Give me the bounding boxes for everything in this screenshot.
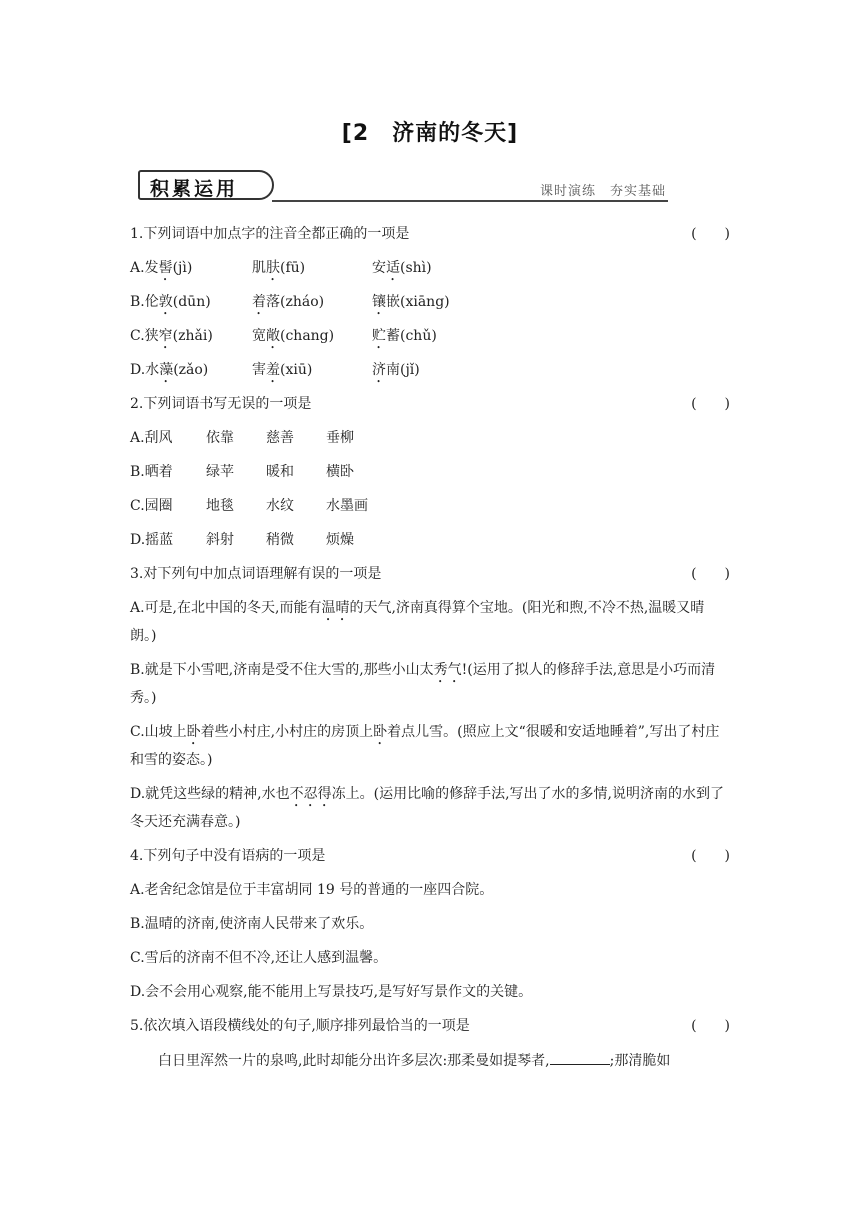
section-tab [138,170,274,200]
question-4-option-a: A.老舍纪念馆是位于丰富胡同 19 号的普通的一座四合院。 [130,882,494,898]
question-1-option-c: C.狭窄(zhǎi) 宽敞(chang) 贮蓄(chǔ) [130,328,437,344]
question-5-passage: 白日里浑然一片的泉鸣,此时却能分出许多层次:那柔曼如提琴者, ;那清脆如 [130,1048,730,1082]
question-1-stem: 1.下列词语中加点字的注音全都正确的一项是 ( ) [130,222,730,256]
question-2-option-b: B.晒着 绿苹 暖和 横卧 [130,464,354,480]
question-1-option-a: A.发髻(jì) 肌肤(fū) 安适(shì) [130,260,432,276]
question-3-option-d: D.就凭这些绿的精神,水也不忍得冻上。(运用比喻的修辞手法,写出了水的多情,说明济南的水到了冬天还充满春意。) [130,786,725,830]
question-3-option-c: C.山坡上卧着些小村庄,小村庄的房顶上卧着点儿雪。(照应上文“很暖和安适地睡着”,写出了村庄和雪的姿态。) [130,724,720,768]
question-4-stem: 4.下列句子中没有语病的一项是 ( ) [130,844,730,878]
question-2-option-a: A.刮风 依靠 慈善 垂柳 [130,430,354,446]
question-2-option-c: C.园圈 地毯 水纹 水墨画 [130,498,368,514]
section-rule [272,200,668,202]
question-1-option-d: D.水藻(zǎo) 害羞(xiū) 济南(jǐ) [130,362,420,378]
question-1-option-b: B.伦敦(dūn) 着落(zháo) 镶嵌(xiāng) [130,294,450,310]
question-3-option-b: B.就是下小雪吧,济南是受不住大雪的,那些小山太秀气!(运用了拟人的修辞手法,意思是小巧而清秀。) [130,662,716,706]
section-subtitle: 课时演练 夯实基础 [539,184,666,199]
answer-parentheses: ( ) [691,226,730,242]
question-2-option-d: D.摇蓝 斜射 稍微 烦燥 [130,532,354,548]
question-3-option-a: A.可是,在北中国的冬天,而能有温晴的天气,济南真得算个宝地。(阳光和煦,不冷不热,温暖又晴朗。) [130,600,705,644]
answer-parentheses: ( ) [691,396,730,412]
question-4-option-d: D.会不会用心观察,能不能用上写景技巧,是写好写景作文的关键。 [130,984,533,1000]
question-2-options [130,426,730,562]
question-4-option-c: C.雪后的济南不但不冷,还让人感到温馨。 [130,950,388,966]
question-5-stem: 5.依次填入语段横线处的句子,顺序排列最恰当的一项是 ( ) [130,1014,730,1048]
answer-blank [550,1048,610,1065]
section-tab-label: 积累运用 [150,178,239,200]
answer-parentheses: ( ) [691,848,730,864]
answer-parentheses: ( ) [691,566,730,582]
question-4-option-b: B.温晴的济南,使济南人民带来了欢乐。 [130,916,374,932]
page-title: [2 济南的冬天] [341,121,519,146]
question-3-stem: 3.对下列句中加点词语理解有误的一项是 ( ) [130,562,730,596]
question-1-options [130,256,730,392]
answer-parentheses: ( ) [691,1018,730,1034]
section-banner [138,170,668,204]
question-2-stem: 2.下列词语书写无误的一项是 ( ) [130,392,730,426]
exercise-content [130,222,730,1082]
